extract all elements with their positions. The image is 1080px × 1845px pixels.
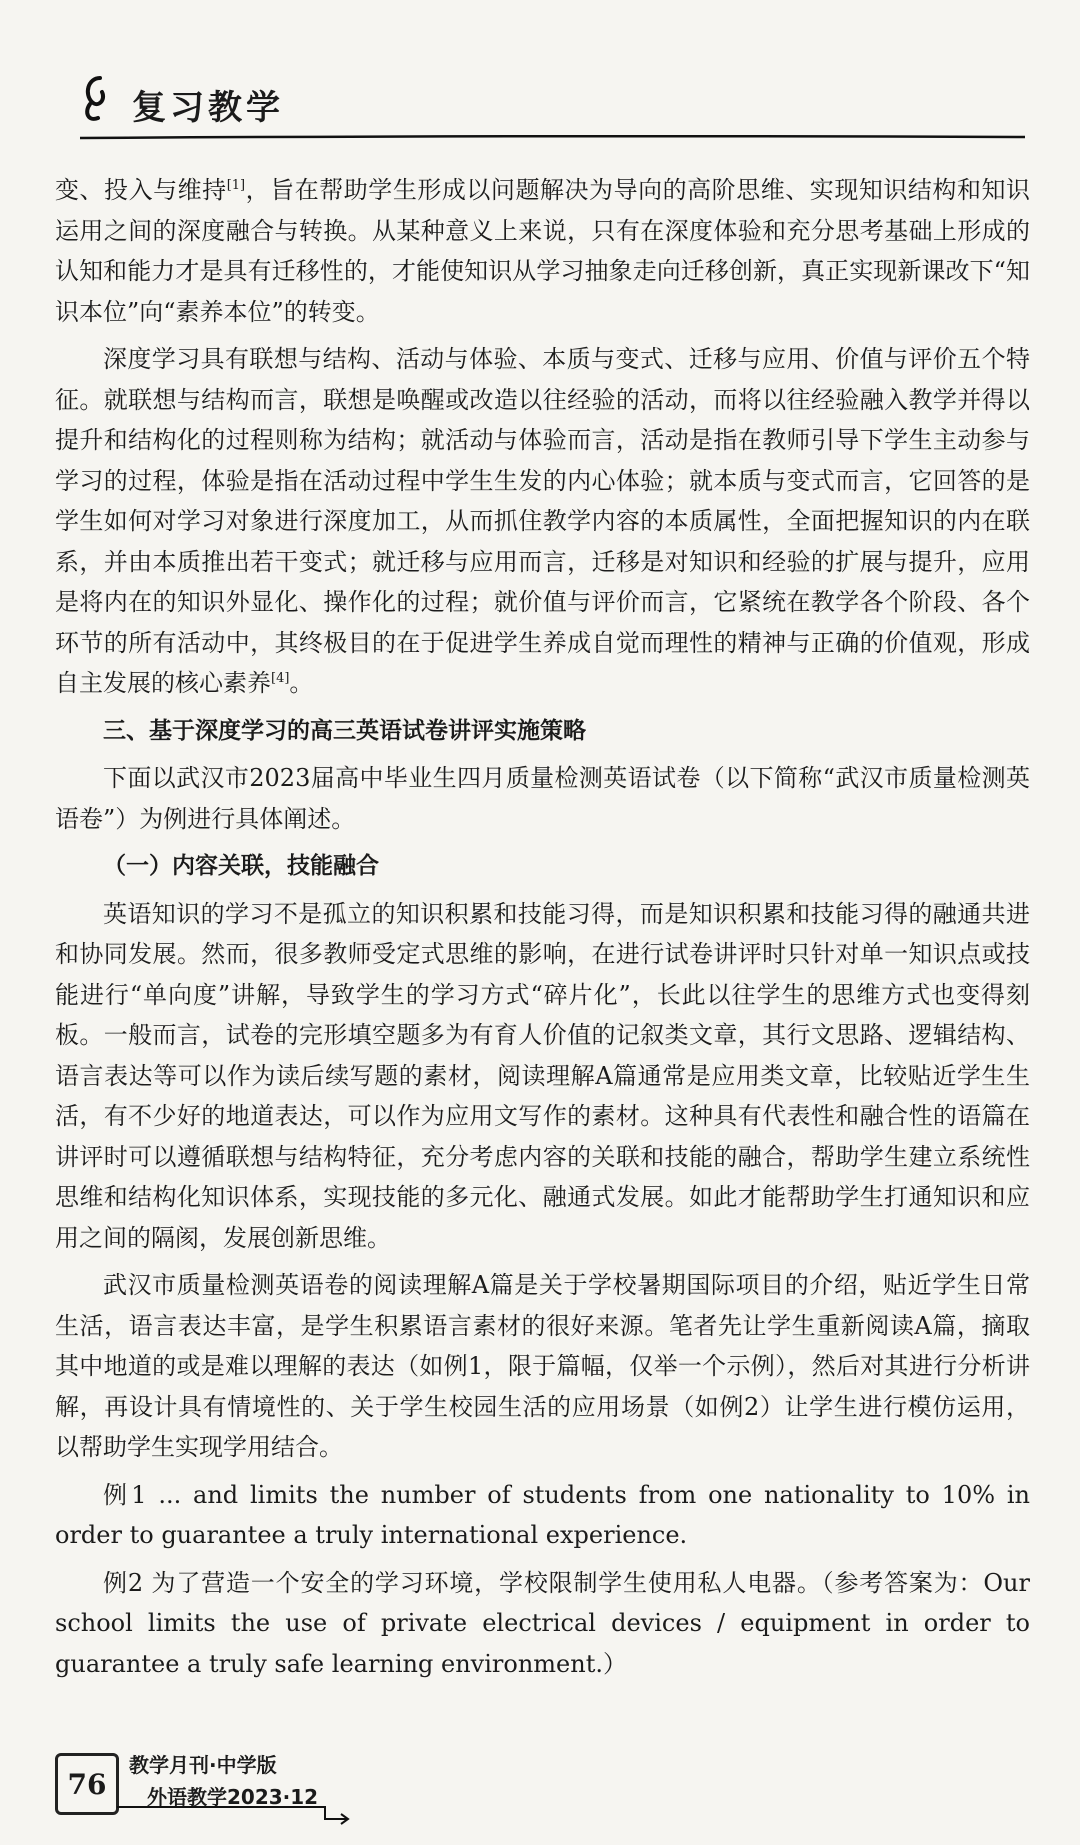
paragraph-2: 深度学习具有联想与结构、活动与体验、本质与变式、迁移与应用、价值与评价五个特征。就联想与结构而言，联想是唤醒或改造以往经验的活动，而将以往经验融入教学并得以提升和结构化的过程则称为结构；就活动与体验而言，活动是指在教师引导下学生主动参与学习的过程，体验是指在活动过程中学生生发的内心体验；就本质与变式而言，它回答的是学生如何对学习对象进行深度加工，从而抓住教学内容的本质属性，全面把握知识的内在联系，并由本质推出若干变式；就迁移与应用而言，迁移是对知识和经验的扩展与提升，应用是将内在的知识外显化、操作化的过程；就价值与评价而言，它紧统在教学各个阶段、各个环节的所有活动中，其终极目的在于促进学生养成自觉而理性的精神与正确的价值观，形成自主发展的核心素养[4]。 [55,345,1030,697]
example-2: 例2 为了营造一个安全的学习环境，学校限制学生使用私人电器。（参考答案为：Our school limits the use of private electrical devices / equipment in order to guarantee a truly safe learning environment.） [55,1568,1030,1678]
example-1: 例1 ... and limits the number of students from one nationality to 10% in order to guarantee a truly international experience. [55,1480,1030,1549]
page-header [70,70,1030,150]
page-number: 76 [55,1753,119,1815]
subsection-heading-1: （一）内容关联，技能融合 [103,853,379,879]
journal-issue: 外语教学2023·12 [147,1785,319,1809]
citation-ref: [4] [271,671,290,686]
paragraph-5: 武汉市质量检测英语卷的阅读理解A篇是关于学校暑期国际项目的介绍，贴近学生日常生活，语言表达丰富，是学生积累语言素材的很好来源。笔者先让学生重新阅读A篇，摘取其中地道的或是难以理解的表达（如例1，限于篇幅，仅举一个示例），然后对其进行分析讲解，再设计具有情境性的、关于学生校园生活的应用场景（如例2）让学生进行模仿运用，以帮助学生实现学用结合。 [55,1271,1030,1461]
page-footer [55,1745,455,1825]
header-underline [70,132,1030,142]
section-title: 复习教学 [132,88,284,128]
footer-arrow-icon [115,1775,355,1825]
section-heading-3: 三、基于深度学习的高三英语试卷讲评实施策略 [103,717,586,744]
journal-name: 教学月刊·中学版 [129,1753,277,1777]
paragraph-3: 下面以武汉市2023届高中毕业生四月质量检测英语试卷（以下简称“武汉市质量检测英语卷”）为例进行具体阐述。 [55,764,1030,833]
paragraph-4: 英语知识的学习不是孤立的知识积累和技能习得，而是知识积累和技能习得的融通共进和协同发展。然而，很多教师受定式思维的影响，在进行试卷讲评时只针对单一知识点或技能进行“单向度”讲解，导致学生的学习方式“碎片化”，长此以往学生的思维方式也变得刻板。一般而言，试卷的完形填空题多为有育人价值的记叙类文章，其行文思路、逻辑结构、语言表达等可以作为读后续写题的素材，阅读理解A篇通常是应用类文章，比较贴近学生生活，有不少好的地道表达，可以作为应用文写作的素材。这种具有代表性和融合性的语篇在讲评时可以遵循联想与结构特征，充分考虑内容的关联和技能的融合，帮助学生建立系统性思维和结构化知识体系，实现技能的多元化、融通式发展。如此才能帮助学生打通知识和应用之间的隔阂，发展创新思维。 [55,899,1030,1252]
review-teaching-logo-icon [70,70,130,130]
citation-ref: [1] [226,178,246,193]
paragraph-1: 变、投入与维持[1]，旨在帮助学生形成以问题解决为导向的高阶思维、实现知识结构和知识运用之间的深度融合与转换。从某种意义上来说，只有在深度体验和充分思考基础上形成的认知和能力才是具有迁移性的，才能使知识从学习抽象走向迁移创新，真正实现新课改下“知识本位”向“素养本位”的转变。 [55,176,1031,326]
article-body [55,170,1030,1691]
